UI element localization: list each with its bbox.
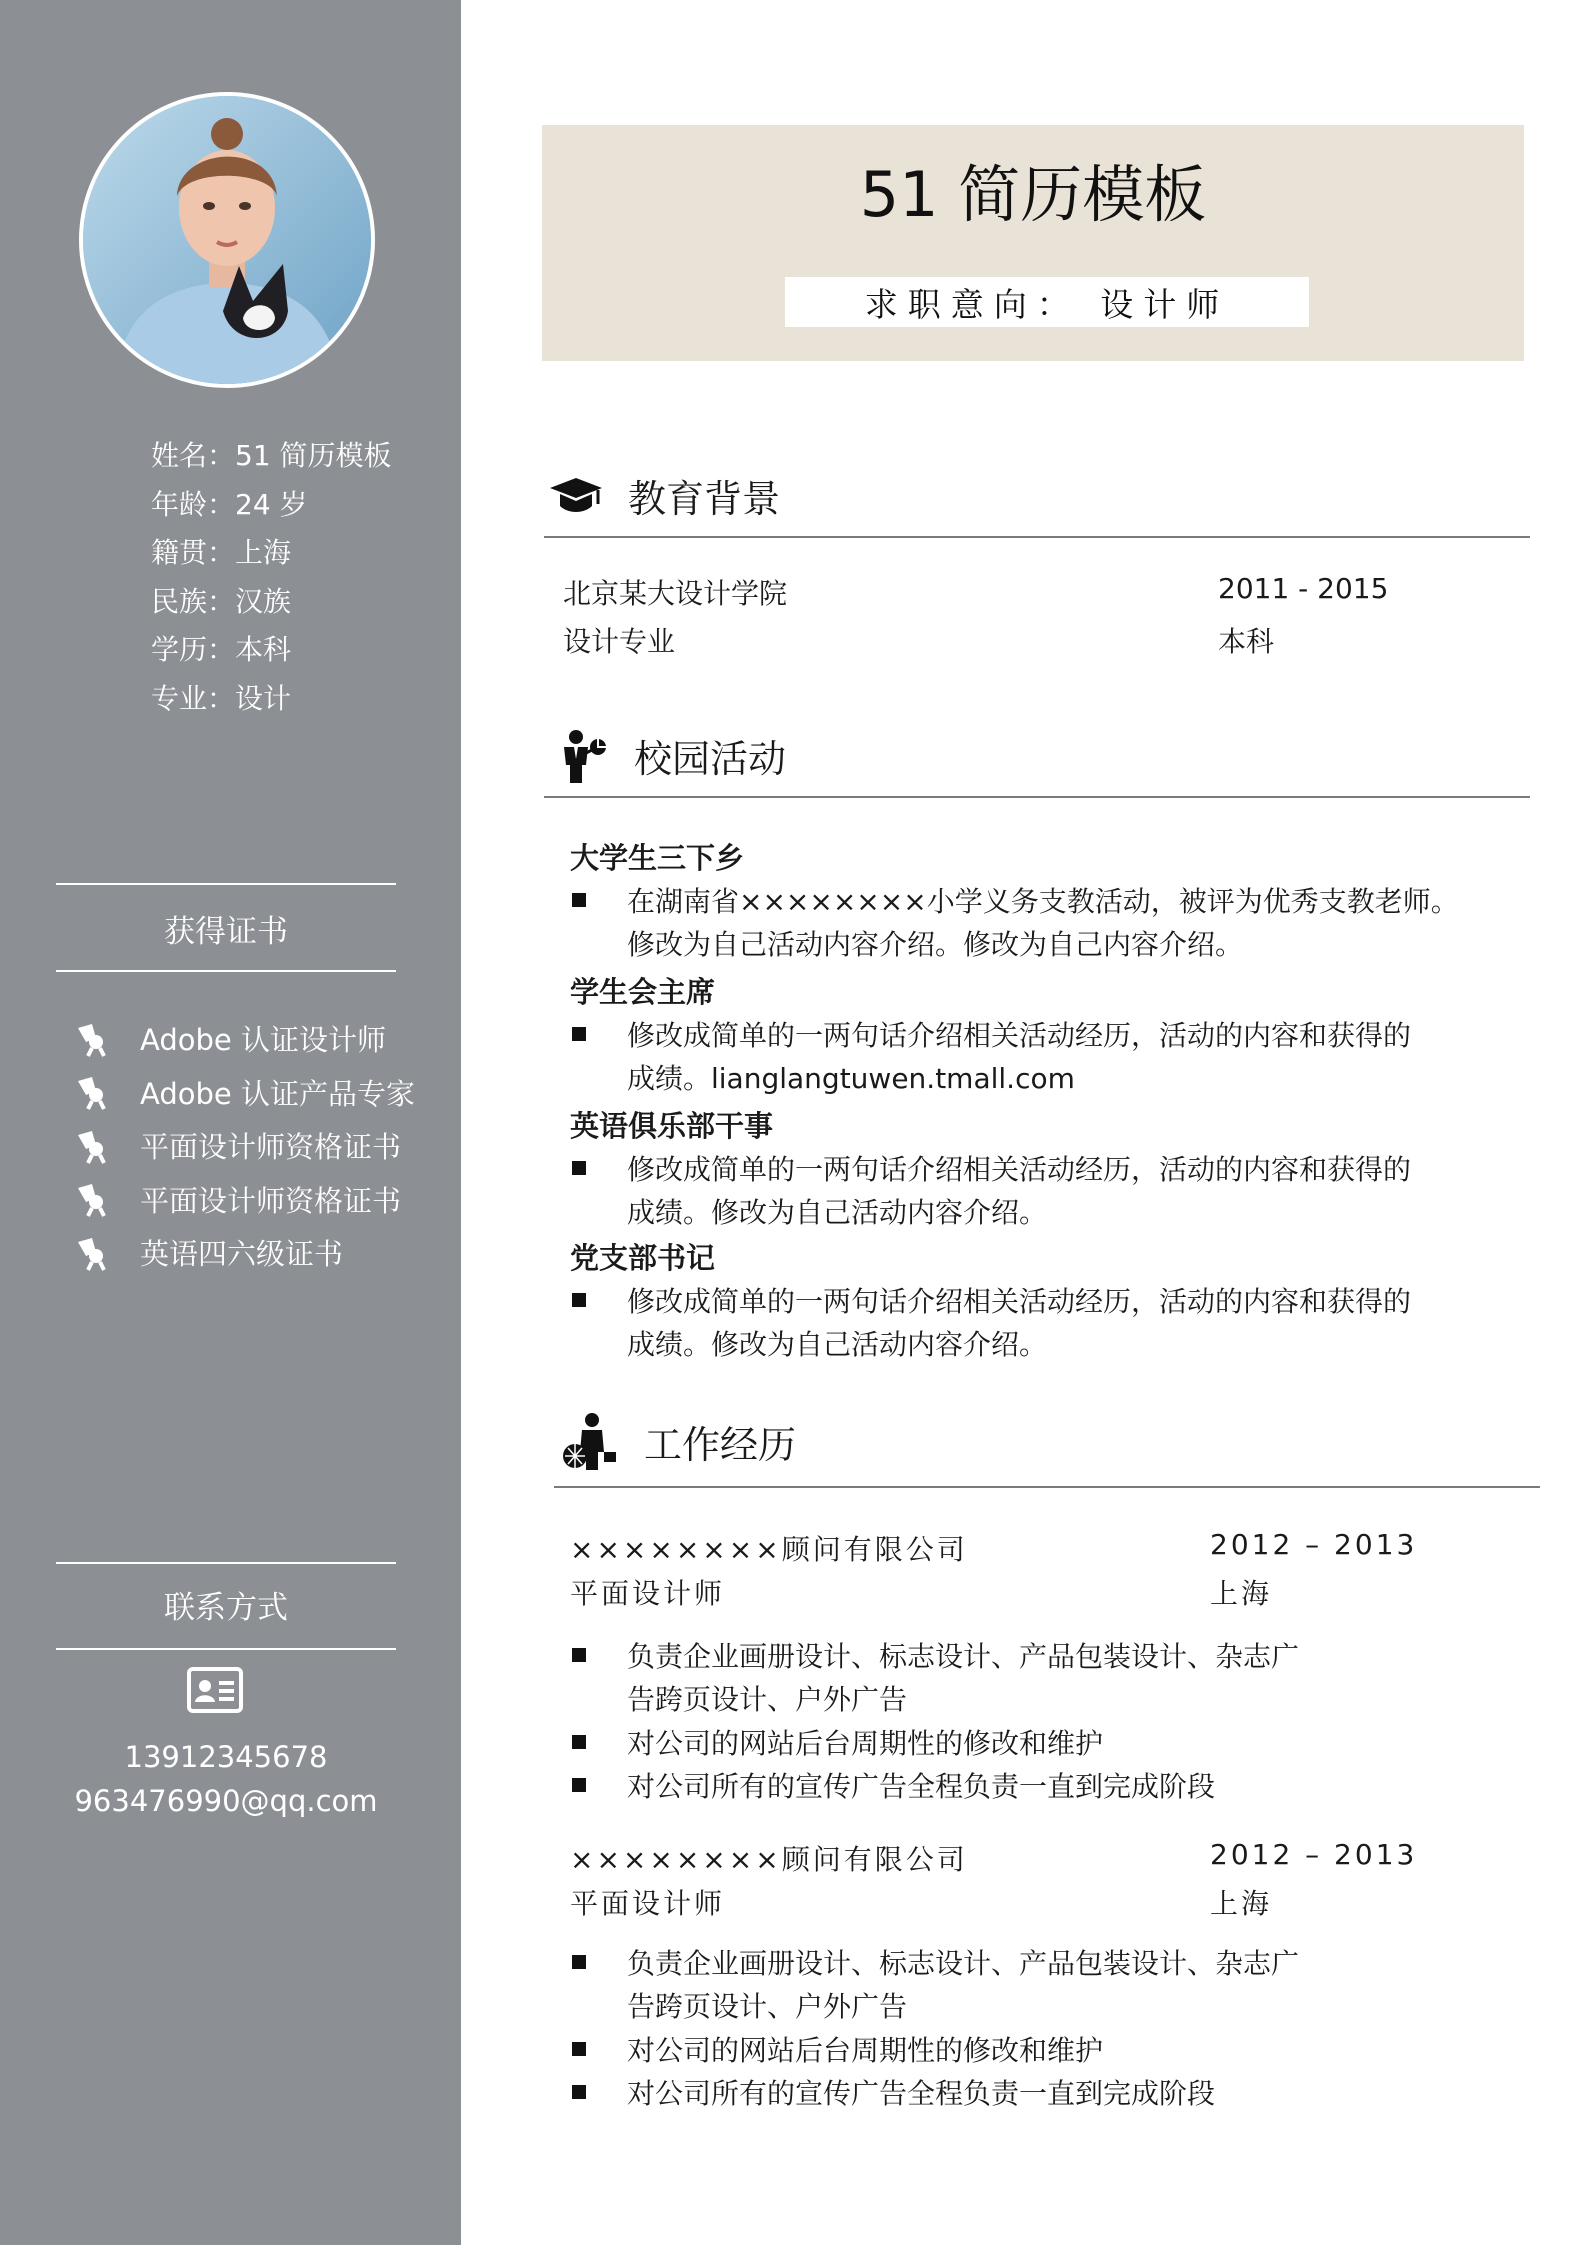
bullet-marker bbox=[572, 1735, 586, 1749]
contact-bottom-divider bbox=[56, 1648, 396, 1650]
certificate-icon bbox=[72, 1073, 110, 1111]
info-age: 年龄：24 岁 bbox=[151, 487, 308, 521]
certificates-top-divider bbox=[56, 883, 396, 885]
personal-info-list bbox=[151, 432, 392, 723]
education-years: 2011 - 2015 bbox=[1218, 572, 1389, 605]
activity-role: 大学生三下乡 bbox=[570, 841, 745, 875]
certificate-item: 平面设计师资格证书 bbox=[72, 1119, 415, 1173]
job-duty: 负责企业画册设计、标志设计、产品包装设计、杂志广 bbox=[627, 1640, 1300, 1673]
bullet-marker bbox=[572, 1955, 586, 1969]
info-education: 学历：本科 bbox=[151, 633, 292, 666]
job-duty: 对公司所有的宣传广告全程负责一直到完成阶段 bbox=[627, 1770, 1216, 1803]
certificate-item: 平面设计师资格证书 bbox=[72, 1173, 415, 1227]
work-section-header bbox=[562, 1412, 796, 1470]
certificates-heading: 获得证书 bbox=[164, 914, 288, 950]
campus-divider bbox=[544, 796, 1530, 798]
job-duty: 对公司所有的宣传广告全程负责一直到完成阶段 bbox=[627, 2077, 1216, 2110]
info-hometown: 籍贯：上海 bbox=[151, 536, 292, 569]
job-duty: 告跨页设计、户外广告 bbox=[627, 1990, 908, 2023]
info-name: 姓名：51 简历模板 bbox=[151, 439, 392, 472]
contact-top-divider bbox=[56, 1562, 396, 1564]
phone-number: 13912345678 bbox=[124, 1740, 328, 1774]
activity-description: 在湖南省××××××××小学义务支教活动，被评为优秀支教老师。 bbox=[627, 885, 1459, 918]
campus-title: 校园活动 bbox=[634, 737, 787, 781]
activity-description: 修改成简单的一两句话介绍相关活动经历，活动的内容和获得的 bbox=[627, 1153, 1412, 1186]
bullet-marker bbox=[572, 1778, 586, 1792]
contact-card-icon bbox=[186, 1666, 244, 1714]
certificate-icon bbox=[72, 1020, 110, 1058]
work-title: 工作经历 bbox=[644, 1422, 797, 1467]
job-position: 平面设计师 bbox=[570, 1887, 726, 1920]
company-name: ××××××××顾问有限公司 bbox=[570, 1843, 968, 1876]
education-title: 教育背景 bbox=[628, 477, 781, 521]
certificate-item: Adobe 认证产品专家 bbox=[72, 1066, 415, 1120]
certificate-item: Adobe 认证设计师 bbox=[72, 1012, 415, 1066]
avatar-illustration bbox=[83, 96, 371, 384]
work-divider bbox=[554, 1486, 1540, 1488]
sidebar bbox=[0, 0, 461, 2245]
activity-description: 修改成简单的一两句话介绍相关活动经历，活动的内容和获得的 bbox=[627, 1019, 1412, 1052]
degree-level: 本科 bbox=[1218, 625, 1275, 658]
certificate-icon bbox=[72, 1180, 110, 1218]
certificate-icon bbox=[72, 1127, 110, 1165]
contact-heading: 联系方式 bbox=[164, 1590, 288, 1626]
job-city: 上海 bbox=[1210, 1887, 1273, 1920]
job-duty: 对公司的网站后台周期性的修改和维护 bbox=[627, 2034, 1104, 2067]
education-section-header bbox=[548, 468, 780, 523]
school-name: 北京某大设计学院 bbox=[563, 577, 788, 610]
graduation-cap-icon bbox=[548, 474, 604, 518]
bullet-marker bbox=[572, 2085, 586, 2099]
job-duty: 对公司的网站后台周期性的修改和维护 bbox=[627, 1727, 1104, 1760]
avatar-photo bbox=[79, 92, 375, 388]
bullet-marker bbox=[572, 1648, 586, 1662]
activity-description: 成绩。修改为自己活动内容介绍。 bbox=[627, 1196, 1048, 1229]
presenter-icon bbox=[560, 729, 608, 783]
job-objective: 求职意向： 设计师 bbox=[785, 277, 1309, 327]
certificates-bottom-divider bbox=[56, 970, 396, 972]
certificate-icon bbox=[72, 1234, 110, 1272]
email-address: 963476990@qq.com bbox=[74, 1784, 378, 1818]
major-name: 设计专业 bbox=[563, 625, 676, 658]
bullet-marker bbox=[572, 1161, 586, 1175]
page-title: 51 简历模板 bbox=[859, 158, 1207, 231]
campus-section-header bbox=[560, 728, 786, 783]
bullet-marker bbox=[572, 2042, 586, 2056]
job-years: 2012 – 2013 bbox=[1210, 1838, 1418, 1871]
activity-description: 修改为自己活动内容介绍。修改为自己内容介绍。 bbox=[627, 928, 1244, 961]
activity-description: 成绩。修改为自己活动内容介绍。 bbox=[627, 1328, 1048, 1361]
activity-description: 修改成简单的一两句话介绍相关活动经历，活动的内容和获得的 bbox=[627, 1285, 1412, 1318]
job-duty: 告跨页设计、户外广告 bbox=[627, 1683, 908, 1716]
bullet-marker bbox=[572, 893, 586, 907]
bullet-marker bbox=[572, 1027, 586, 1041]
job-position: 平面设计师 bbox=[570, 1577, 726, 1610]
activity-role: 学生会主席 bbox=[570, 975, 716, 1009]
businessman-icon bbox=[562, 1412, 618, 1470]
activity-description: 成绩。lianglangtuwen.tmall.com bbox=[627, 1062, 1075, 1095]
info-ethnicity: 民族：汉族 bbox=[151, 584, 292, 618]
activity-role: 党支部书记 bbox=[570, 1241, 716, 1275]
job-duty: 负责企业画册设计、标志设计、产品包装设计、杂志广 bbox=[627, 1947, 1300, 1980]
company-name: ××××××××顾问有限公司 bbox=[570, 1533, 968, 1566]
bullet-marker bbox=[572, 1293, 586, 1307]
header-banner bbox=[542, 125, 1524, 361]
certificates-list bbox=[72, 1012, 415, 1280]
certificate-item: 英语四六级证书 bbox=[72, 1226, 415, 1280]
education-divider bbox=[544, 536, 1530, 538]
job-city: 上海 bbox=[1210, 1577, 1273, 1610]
activity-role: 英语俱乐部干事 bbox=[570, 1109, 774, 1143]
info-major: 专业：设计 bbox=[151, 681, 292, 715]
job-years: 2012 – 2013 bbox=[1210, 1528, 1418, 1561]
